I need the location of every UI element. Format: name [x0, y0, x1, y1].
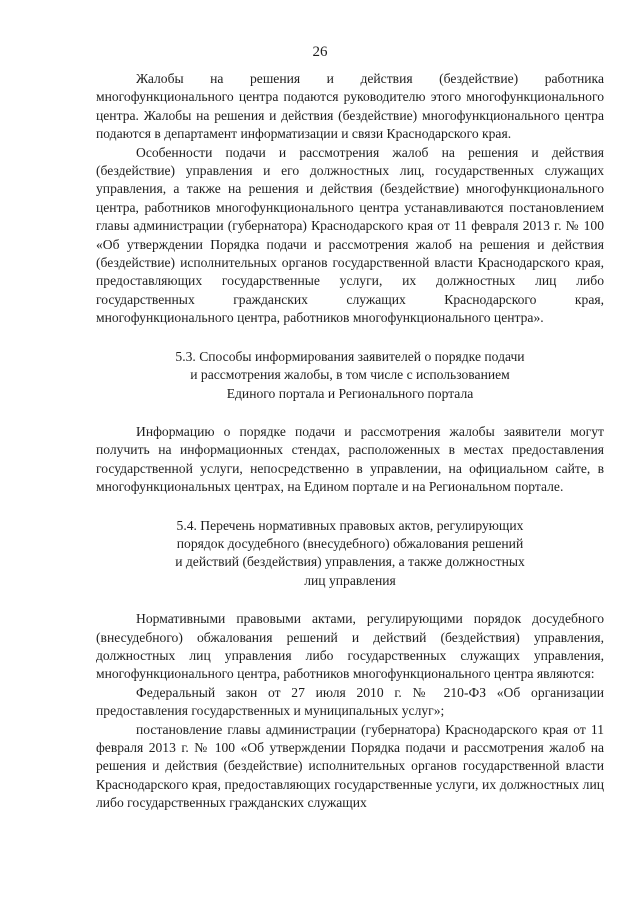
paragraph-complaints-mfc: Жалобы на решения и действия (бездействие) работника многофункционального центра подаются руководителю этого многофункционального центра. Жалобы на решения и действия (бездействие) многофункционального центра подаются в департамент информатизации и связи Краснодарского края. [96, 71, 604, 142]
document-body [96, 70, 604, 813]
heading-line: лиц управления [304, 572, 396, 588]
heading-line: и действий (бездействия) управления, а также должностных [175, 554, 525, 570]
heading-line: 5.3. Способы информирования заявителей о порядке подачи [175, 348, 525, 364]
paragraph-complaints-features: Особенности подачи и рассмотрения жалоб на решения и действия (бездействие) управления и его должностных лиц, государственных служащих управления, а также на решения и действия (бездействие) многофункционального центра, работников многофункционального центра устанавливаются постановлением главы администрации (губернатора) Краснодарского края от 11 февраля 2013 г. № 100 «Об утверждении Порядка подачи и рассмотрения жалоб на решения и действия (бездействие) исполнительных органов государственной власти Краснодарского края, предоставляющих государственные услуги, их должностных лиц либо государственных гражданских служащих Краснодарского края, многофункционального центра, работников многофункционального центра». [96, 144, 604, 326]
section-heading-5-4 [96, 517, 604, 591]
heading-line: порядок досудебного (внесудебного) обжалования решений [176, 535, 524, 551]
paragraph-federal-law: Федеральный закон от 27 июля 2010 г. № 210-ФЗ «Об организации предоставления государственных и муниципальных услуг»; [96, 684, 604, 719]
section-heading-5-3 [96, 348, 604, 403]
paragraph-informing: Информацию о порядке подачи и рассмотрения жалобы заявители могут получить на информационных стендах, расположенных в местах предоставления государственной услуги, непосредственно в управлении, на официальном сайте, в многофункциональных центрах, на Едином портале и на Региональном портале. [96, 423, 604, 495]
paragraph-resolution: постановление главы администрации (губернатора) Краснодарского края от 11 февраля 2013 г. № 100 «Об утверждении Порядка подачи и рассмотрения жалоб на решения и действия (бездействие) исполнительных органов государственной власти Краснодарского края, предоставляющих государственные услуги, их должностных лиц либо государственных гражданских служащих [96, 721, 604, 811]
heading-line: 5.4. Перечень нормативных правовых актов, регулирующих [176, 517, 524, 533]
heading-line: Единого портала и Регионального портала [226, 385, 474, 401]
paragraph-legal-acts: Нормативными правовыми актами, регулирующими порядок досудебного (внесудебного) обжалования решений и действий (бездействия) управления, должностных лиц управления либо государственных служащих управления, многофункционального центра, работников многофункционального центра являются: [96, 611, 604, 682]
page-number: 26 [312, 44, 328, 60]
heading-line: и рассмотрения жалобы, в том числе с использованием [190, 367, 510, 383]
